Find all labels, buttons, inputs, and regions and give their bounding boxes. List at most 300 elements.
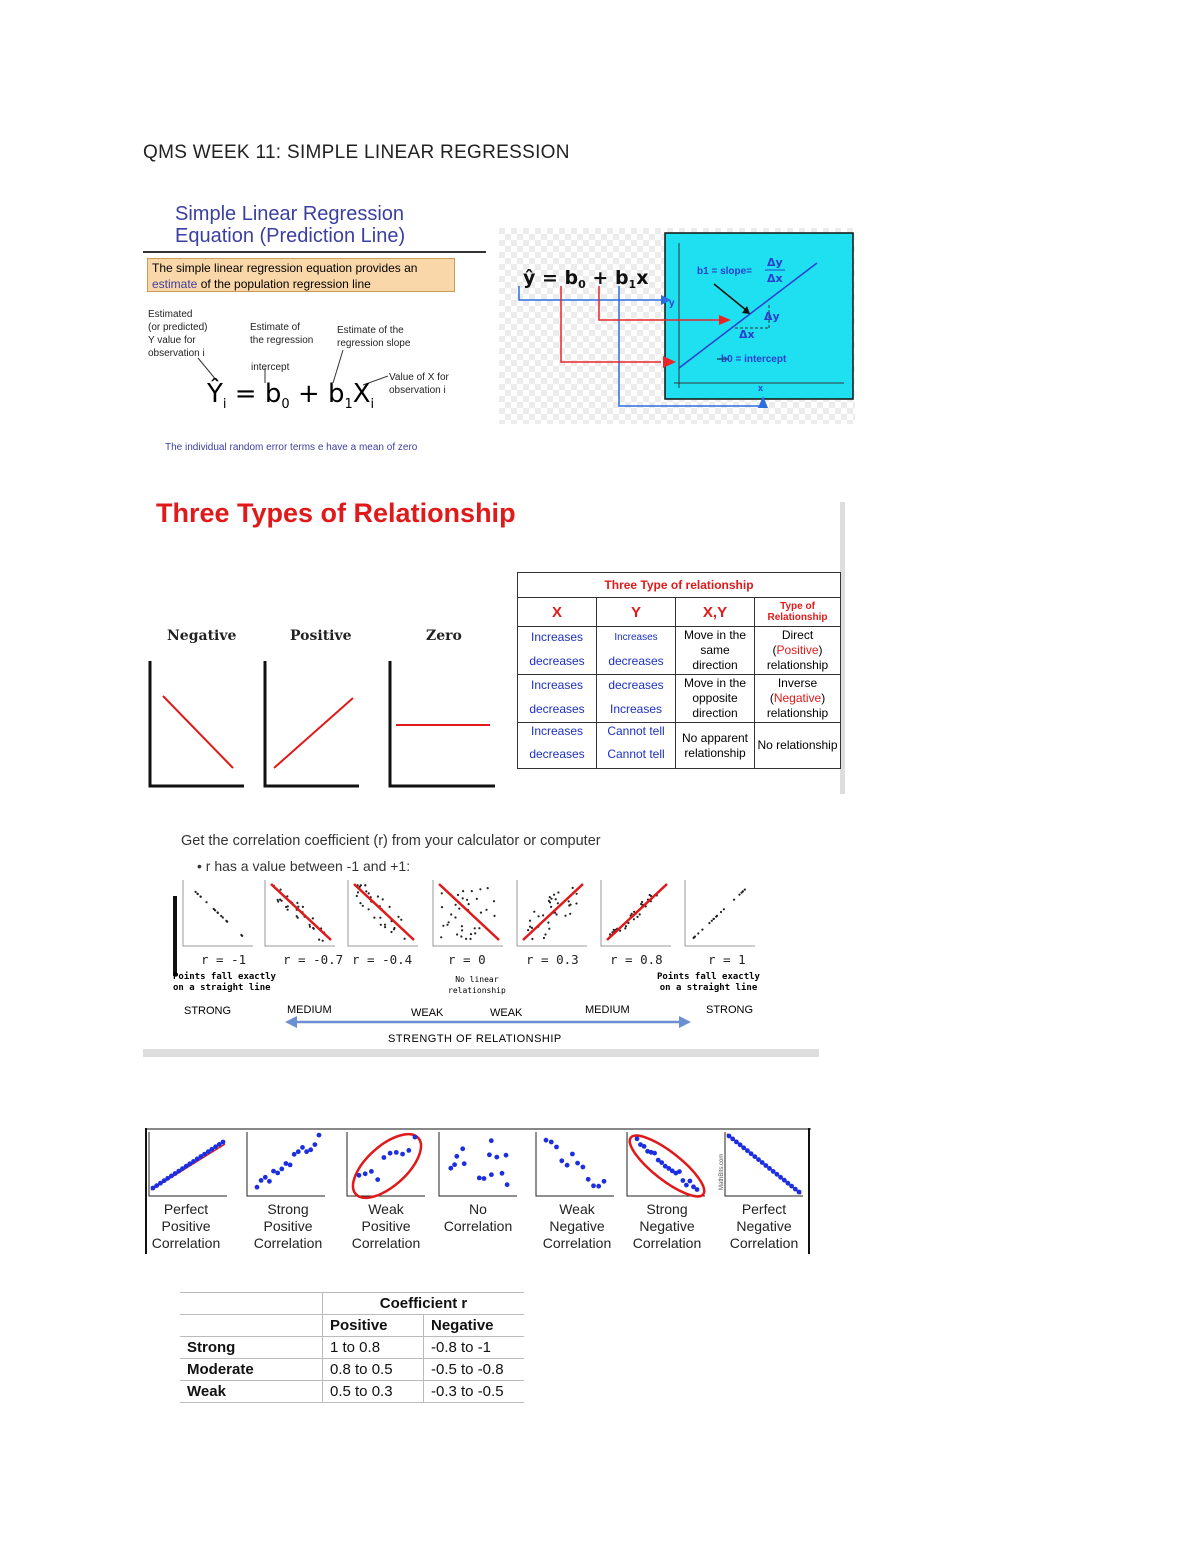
strength-medium-right: MEDIUM (585, 1004, 630, 1016)
strength-strong-left: STRONG (184, 1005, 232, 1017)
error-terms-footnote: The individual random error terms e have a mean of zero (165, 442, 418, 453)
r-point (636, 916, 638, 918)
r-point (720, 911, 722, 913)
r-point (548, 928, 550, 930)
row3-x1: Increases (518, 723, 597, 741)
regression-equation: $Ŷ_i = b_0 + b_1X_i$ (207, 379, 375, 413)
r-point (384, 926, 386, 928)
r-point (715, 916, 717, 918)
type-point (369, 1169, 374, 1174)
r-point (220, 915, 222, 917)
r-point (460, 935, 462, 937)
row-weak-positive: 0.5 to 0.3 (323, 1381, 424, 1403)
r-point (455, 904, 457, 906)
relationship-heading: Three Types of Relationship (156, 498, 516, 528)
type-point (284, 1161, 289, 1166)
type-point (271, 1169, 276, 1174)
type-point (549, 1140, 554, 1145)
r-point (569, 904, 571, 906)
type-point (292, 1152, 297, 1157)
relationship-graphs (143, 658, 503, 793)
r-point (542, 914, 544, 916)
row2-x1: Increases (518, 675, 597, 697)
row1-xy: Move in the same direction (676, 627, 755, 675)
r-point (744, 889, 746, 891)
row2-type: Inverse (Negative) relationship (755, 675, 841, 723)
r-point (741, 892, 743, 894)
r-point (640, 903, 642, 905)
r-point (550, 906, 552, 908)
type-point (775, 1172, 780, 1177)
r-point (373, 917, 375, 919)
type-point (596, 1184, 601, 1189)
label-regression: Estimate of the regression (250, 322, 314, 346)
type-point (500, 1171, 505, 1176)
r-point (711, 920, 713, 922)
type-point (688, 1179, 693, 1184)
r-point (493, 900, 495, 902)
r-point (297, 917, 299, 919)
r-point (368, 908, 370, 910)
r-point (318, 939, 320, 941)
coefficient-title: Coefficient r (323, 1293, 525, 1315)
regression-equation-figure (143, 195, 488, 465)
row-strong-positive: 1 to 0.8 (323, 1337, 424, 1359)
definition-box: The simple linear regression equation provides an estimate of the population regression line (147, 258, 455, 292)
type-point (394, 1150, 399, 1155)
slope-intercept-svg (499, 228, 855, 424)
caption-perfect-positive: Perfect Positive Correlation (151, 1201, 221, 1251)
r-point (302, 906, 304, 908)
row-weak-label: Weak (180, 1381, 323, 1403)
r-point (480, 912, 482, 914)
type-point (591, 1183, 596, 1188)
type-point (581, 1165, 586, 1170)
r-point (222, 916, 224, 918)
r-point (476, 898, 478, 900)
x-axis-label: x (758, 383, 764, 393)
r-point (713, 918, 715, 920)
r-label-2: r = -0.7 (283, 952, 344, 967)
annotation-arrows (143, 195, 488, 465)
r-point (641, 901, 643, 903)
note-left: Points fall exactly on a straight line (173, 972, 276, 993)
row1-y2: decreases (597, 648, 676, 675)
r-point (312, 927, 314, 929)
type-point (406, 1148, 411, 1153)
r-point (527, 929, 529, 931)
slope-intercept-diagram (499, 228, 855, 424)
type-point (505, 1182, 510, 1187)
type-point (263, 1175, 268, 1180)
label-value-x: Value of X for observation i (389, 372, 449, 396)
r-point (214, 909, 216, 911)
type-point (586, 1177, 591, 1182)
r-point (309, 924, 311, 926)
type-point (448, 1166, 453, 1171)
r-point (487, 887, 489, 889)
r-point (697, 932, 699, 934)
correlation-strength-section (143, 828, 823, 1060)
r-point (400, 919, 402, 921)
type-point (559, 1158, 564, 1163)
r-label-6: r = 0.8 (610, 952, 663, 967)
r-point (474, 932, 476, 934)
r-point (359, 902, 361, 904)
header-y: Y (597, 598, 676, 627)
row3-type: No relationship (755, 723, 841, 769)
r-point (543, 937, 545, 939)
r-point (466, 899, 468, 901)
correlation-range: • r has a value between -1 and +1: (197, 858, 411, 874)
r-point (441, 892, 443, 894)
type-point (602, 1179, 607, 1184)
intercept-label: b0 = intercept (721, 354, 787, 365)
row3-xy: No apparent relationship (676, 723, 755, 769)
caption-strong-negative: Strong Negative Correlation (632, 1201, 702, 1251)
r-point (379, 917, 381, 919)
header-xy: X,Y (676, 598, 755, 627)
r-point (549, 896, 551, 898)
r-point (458, 908, 460, 910)
mathbits-watermark: MathBits.com (719, 1153, 725, 1190)
type-point (452, 1162, 457, 1167)
correlation-types-strip (145, 1128, 811, 1256)
type-point (296, 1149, 301, 1154)
note-middle: No linear relationship (448, 975, 506, 995)
r-trend-line-2 (271, 884, 331, 940)
type-point (288, 1163, 293, 1168)
r-point (226, 921, 228, 923)
type-point (565, 1163, 570, 1168)
type-point (504, 1153, 509, 1158)
r-label-4: r = 0 (448, 952, 486, 967)
type-point (388, 1151, 393, 1156)
type-point (745, 1148, 750, 1153)
r-point (241, 935, 243, 937)
type-point (259, 1178, 264, 1183)
row1-x1: Increases (518, 627, 597, 649)
r-point (279, 899, 281, 901)
r-point (382, 898, 384, 900)
r-point (549, 901, 551, 903)
r-point (312, 917, 314, 919)
r-trend-line-6 (607, 884, 667, 940)
coefficient-table (180, 1292, 524, 1403)
r-point (287, 909, 289, 911)
type-point (375, 1177, 380, 1182)
r-point (557, 891, 559, 893)
row-strong-label: Strong (180, 1337, 323, 1359)
type-point (487, 1152, 492, 1157)
r-point (461, 929, 463, 931)
type-point (575, 1161, 580, 1166)
r-point (557, 902, 559, 904)
r-point (478, 927, 480, 929)
r-point (280, 889, 282, 891)
r-point (533, 911, 535, 913)
r-point (625, 925, 627, 927)
r-point (544, 933, 546, 935)
type-point (681, 1178, 686, 1183)
type-point (489, 1172, 494, 1177)
type-point (363, 1171, 368, 1176)
r-point (362, 905, 364, 907)
r-point (296, 902, 298, 904)
type-point (489, 1138, 494, 1143)
row2-y2: Increases (597, 696, 676, 723)
r-point (446, 924, 448, 926)
r-point (440, 936, 442, 938)
r-point (701, 929, 703, 931)
header-x: X (518, 598, 597, 627)
r-point (633, 918, 635, 920)
type-point (730, 1137, 735, 1142)
type-point (789, 1184, 794, 1189)
header-type: Type of Relationship (755, 598, 841, 627)
positive-graph-label: Positive (290, 628, 352, 644)
r-point (733, 899, 735, 901)
r-point (441, 906, 443, 908)
r-point (195, 891, 197, 893)
r-point (738, 894, 740, 896)
r-point (360, 884, 362, 886)
strength-medium-left: MEDIUM (287, 1004, 332, 1016)
table-title: Three Type of relationship (518, 573, 841, 598)
section-bottom-bar (143, 1049, 819, 1057)
row2-xy: Move in the opposite direction (676, 675, 755, 723)
r-point (380, 924, 382, 926)
r-point (465, 938, 467, 940)
r-point (197, 893, 199, 895)
slope-dx: Δx (767, 272, 783, 285)
strength-arrow (283, 1014, 693, 1030)
strength-strong-right: STRONG (706, 1004, 754, 1016)
r-point (309, 926, 311, 928)
row1-type: Direct (Positive) relationship (755, 627, 841, 675)
row1-y1: Increases (597, 627, 676, 649)
type-point (462, 1161, 467, 1166)
type-point (635, 1136, 640, 1141)
r-point (555, 898, 557, 900)
type-point (300, 1145, 305, 1150)
row2-y1: decreases (597, 675, 676, 697)
strength-weak-left: WEAK (411, 1007, 444, 1019)
row3-y1: Cannot tell (597, 723, 676, 741)
type-point (659, 1160, 664, 1165)
caption-perfect-negative: Perfect Negative Correlation (729, 1201, 799, 1251)
header-negative: Negative (424, 1315, 525, 1337)
r-label-3: r = -0.4 (352, 952, 413, 967)
type-point (767, 1166, 772, 1171)
slope-dy: Δy (767, 256, 783, 269)
type-point (642, 1144, 647, 1149)
type-point (494, 1155, 499, 1160)
r-label-7: r = 1 (708, 952, 746, 967)
r-point (469, 938, 471, 940)
r-point (462, 897, 464, 899)
r-point (457, 894, 459, 896)
r-point (384, 924, 386, 926)
r-label-5: r = 0.3 (526, 952, 579, 967)
r-point (368, 892, 370, 894)
type-point (482, 1176, 487, 1181)
row-moderate-positive: 0.8 to 0.5 (323, 1359, 424, 1381)
type-point (544, 1138, 549, 1143)
type-point (308, 1147, 313, 1152)
r-point (356, 895, 358, 897)
caption-no-correlation: No Correlation (443, 1201, 513, 1234)
type-point (752, 1154, 757, 1159)
relationship-table (517, 572, 841, 769)
figure1-heading: Simple Linear Regression Equation (Prediction Line) (175, 203, 406, 247)
row-strong-negative: -0.8 to -1 (424, 1337, 525, 1359)
type-point (400, 1152, 405, 1157)
r-point (442, 925, 444, 927)
r-point (568, 900, 570, 902)
label-slope: Estimate of the regression slope (337, 325, 411, 349)
r-point (377, 895, 379, 897)
type-point (677, 1169, 682, 1174)
r-point (404, 938, 406, 940)
r-trend-line-5 (523, 884, 583, 940)
type-point (454, 1154, 459, 1159)
r-point (217, 912, 219, 914)
r-point (199, 895, 201, 897)
r-point (461, 925, 463, 927)
r-point (531, 938, 533, 940)
r-point (538, 915, 540, 917)
row-weak-negative: -0.3 to -0.5 (424, 1381, 525, 1403)
correlation-intro: Get the correlation coefficient (r) from your calculator or computer (181, 833, 601, 849)
type-point (570, 1152, 575, 1157)
type-point (460, 1146, 465, 1151)
type-point (221, 1140, 226, 1145)
r-point (556, 913, 558, 915)
prediction-equation: ŷ = $b_0 + b_1x$ (523, 267, 649, 291)
r-point (397, 916, 399, 918)
type-point (255, 1185, 260, 1190)
type-point (554, 1145, 559, 1150)
triangle-dy: Δy (764, 310, 780, 323)
r-point (448, 921, 450, 923)
r-point (205, 901, 207, 903)
r-point (723, 908, 725, 910)
row-moderate-negative: -0.5 to -0.8 (424, 1359, 525, 1381)
r-point (287, 905, 289, 907)
type-point (477, 1176, 482, 1181)
caption-weak-positive: Weak Positive Correlation (351, 1201, 421, 1251)
r-point (468, 903, 470, 905)
r-point (493, 915, 495, 917)
r-point (572, 887, 574, 889)
row-moderate-label: Moderate (180, 1359, 323, 1381)
row1-x2: decreases (518, 648, 597, 675)
r-point (462, 890, 464, 892)
type-point (382, 1155, 387, 1160)
r-point (364, 884, 366, 886)
type-point (413, 1135, 418, 1140)
type-point (275, 1171, 280, 1176)
r-point (456, 933, 458, 935)
label-intercept: intercept (251, 362, 290, 373)
r-point (450, 913, 452, 915)
row2-x2: decreases (518, 696, 597, 723)
type-point (279, 1167, 284, 1172)
type-point (317, 1133, 322, 1138)
r-point (470, 933, 472, 935)
r-trend-line-4 (439, 884, 499, 940)
r-point (649, 894, 651, 896)
relationship-section (143, 498, 845, 796)
document-title: QMS WEEK 11: SIMPLE LINEAR REGRESSION (143, 142, 570, 163)
r-trend-line-3 (354, 884, 414, 940)
header-positive: Positive (323, 1315, 424, 1337)
r-point (531, 927, 533, 929)
type-point (357, 1173, 362, 1178)
r-point (708, 922, 710, 924)
label-estimated-y: Estimated (or predicted) Y value for observation i (148, 309, 208, 359)
y-axis-label: y (669, 298, 675, 309)
type-point (652, 1151, 657, 1156)
type-point (267, 1179, 272, 1184)
strength-weak-right: WEAK (490, 1007, 523, 1019)
row3-y2: Cannot tell (597, 740, 676, 769)
r-point (693, 937, 695, 939)
type-point (797, 1190, 802, 1195)
type-point (304, 1149, 309, 1154)
type-point (695, 1187, 700, 1192)
caption-weak-negative: Weak Negative Correlation (542, 1201, 612, 1251)
r-point (553, 894, 555, 896)
r-point (529, 920, 531, 922)
r-point (485, 909, 487, 911)
negative-graph-label: Negative (167, 628, 237, 644)
r-point (569, 913, 571, 915)
r-point (277, 900, 279, 902)
row3-x2: decreases (518, 740, 597, 769)
r-label-1: r = -1 (201, 952, 247, 967)
type-point (313, 1142, 318, 1147)
r-point (624, 927, 626, 929)
r-point (474, 927, 476, 929)
r-point (564, 915, 566, 917)
r-point (389, 906, 391, 908)
type-panel-axes-4 (439, 1132, 517, 1196)
r-point (357, 891, 359, 893)
r-point (471, 890, 473, 892)
r-point (390, 931, 392, 933)
r-point (639, 913, 641, 915)
r-point (479, 888, 481, 890)
type-point (684, 1183, 689, 1188)
slope-label: b1 = slope= (697, 266, 753, 277)
caption-strong-positive: Strong Positive Correlation (253, 1201, 323, 1251)
strength-axis-label: STRENGTH OF RELATIONSHIP (388, 1033, 562, 1045)
zero-graph-label: Zero (426, 628, 462, 644)
r-point (322, 940, 324, 942)
r-point (454, 916, 456, 918)
r-point (576, 893, 578, 895)
r-point (550, 898, 552, 900)
r-point (575, 902, 577, 904)
note-right: Points fall exactly on a straight line (657, 972, 760, 993)
r-point (547, 922, 549, 924)
r-point (529, 926, 531, 928)
r-point (365, 890, 367, 892)
triangle-dx: Δx (739, 328, 755, 341)
type-ellipse-3 (342, 1128, 431, 1209)
